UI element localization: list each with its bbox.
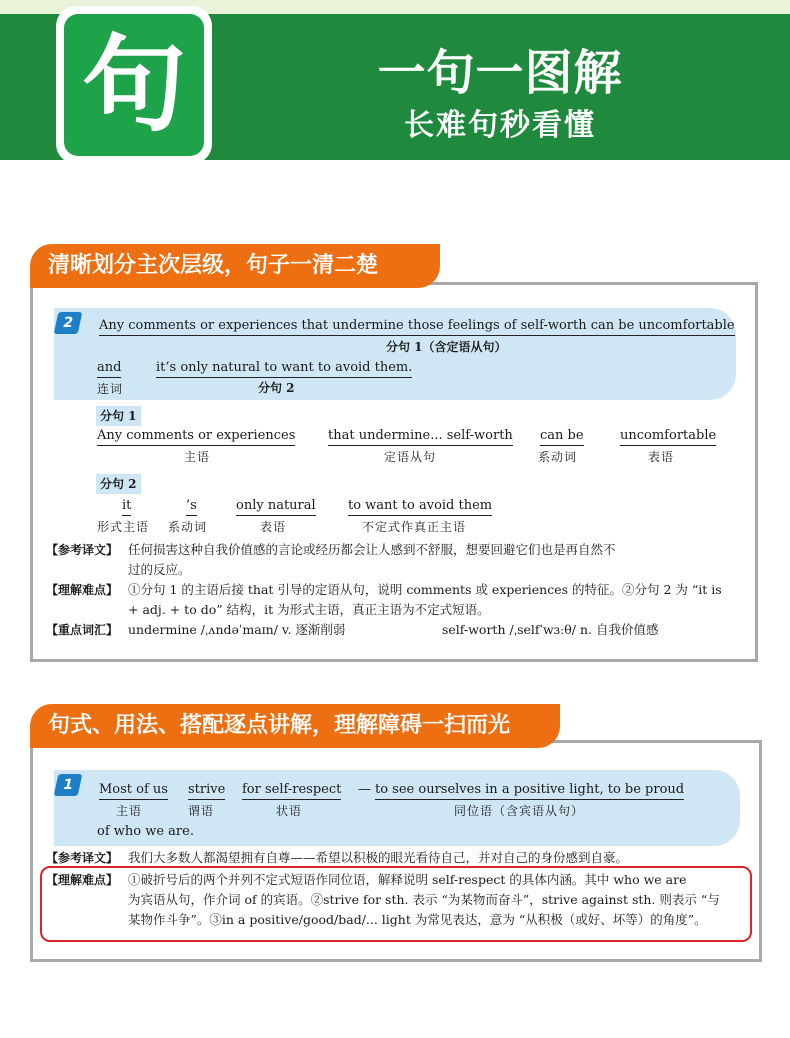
vocab-undermine: undermine /ˌʌndəˈmaɪn/ v. 逐渐削弱 xyxy=(128,622,346,637)
s2-part-appositive: to see ourselves in a positive light, to be proud xyxy=(375,782,684,800)
sentence-number-badge: 2 xyxy=(54,312,83,334)
clause2-label-formal-subject: 形式主语 xyxy=(97,520,150,534)
section2-difficulty-line2: 为宾语从句，作介词 of 的宾语。②strive for sth. 表示 “为某物而奋斗”，strive against sth. 则表示 “与 xyxy=(128,892,720,907)
conjunction-label: 连词 xyxy=(97,382,124,396)
section2-translation: 我们大多数人都渴望拥有自尊——希望以积极的眼光看待自己，并对自己的身份感到自豪。 xyxy=(128,850,629,865)
s2-label-adverbial: 状语 xyxy=(276,804,303,818)
badge-character: 句 xyxy=(81,24,186,146)
banner-title: 一句一图解 xyxy=(377,45,623,101)
clause1-label-subject: 主语 xyxy=(184,450,211,464)
section2-difficulty-line3: 某物作斗争”。③in a positive/good/bad/... light 为常见表达，意为 “从积极（或好、坏等）的角度”。 xyxy=(128,912,707,927)
clause2-label-predicative: 表语 xyxy=(260,520,287,534)
section1-label: 清晰划分主次层级，句子一清二楚 xyxy=(30,244,440,288)
clause1-part-attributive: that undermine... self-worth xyxy=(328,428,513,446)
s2-dash: — xyxy=(358,782,371,797)
section1-difficulty-line1: ①分句 1 的主语后接 that 引导的定语从句，说明 comments 或 experiences 的特征。②分句 2 为 “it is xyxy=(128,582,722,597)
section2-difficulty-line1: ①破折号后的两个并列不定式短语作同位语，解释说明 self-respect 的具体内涵。其中 who we are xyxy=(128,872,687,887)
s2-part-adverbial: for self-respect xyxy=(242,782,341,800)
s2-continuation: of who we are. xyxy=(97,824,194,839)
section1-translation-label: 【参考译文】 xyxy=(46,543,119,557)
clause1-part-predicative: uncomfortable xyxy=(620,428,716,446)
vocab-self-worth: self-worth /ˌselfˈwɜːθ/ n. 自我价值感 xyxy=(442,622,659,637)
section1-translation-line2: 过的反应。 xyxy=(128,562,191,577)
main-clause-tag: 分句 1（含定语从句） xyxy=(386,340,507,354)
main-clause-text: Any comments or experiences that undermine those feelings of self-worth can be uncomfortable xyxy=(99,318,735,336)
section1-difficulty-line2: + adj. + to do” 结构，it 为形式主语，真正主语为不定式短语。 xyxy=(128,602,490,617)
clause2-title: 分句 2 xyxy=(96,474,141,494)
clause2-label-linking: 系动词 xyxy=(168,520,208,534)
s2-part-subject: Most of us xyxy=(99,782,168,800)
conjunction-word: and xyxy=(97,360,121,378)
clause2-tag: 分句 2 xyxy=(258,381,295,395)
banner-subtitle: 长难句秒看懂 xyxy=(404,108,596,143)
section2-label: 句式、用法、搭配逐点讲解，理解障碍一扫而光 xyxy=(30,704,560,748)
section1-difficulty-label: 【理解难点】 xyxy=(46,583,119,597)
s2-label-appositive: 同位语（含宾语从句） xyxy=(454,804,585,818)
section1-translation-line1: 任何损害这种自我价值感的言论或经历都会让人感到不舒服，想要回避它们也是再自然不 xyxy=(128,542,616,557)
clause1-part-linking: can be xyxy=(540,428,584,446)
badge xyxy=(64,14,204,156)
clause2-part-real-subject: to want to avoid them xyxy=(348,498,492,516)
clause2-part-linking: ’s xyxy=(186,498,197,516)
clause2-part-predicative: only natural xyxy=(236,498,316,516)
clause1-label-attributive: 定语从句 xyxy=(384,450,437,464)
section2-translation-label: 【参考译文】 xyxy=(46,851,119,865)
s2-part-predicate: strive xyxy=(188,782,225,800)
clause2-text: it’s only natural to want to avoid them. xyxy=(156,360,412,378)
section1-vocab-label: 【重点词汇】 xyxy=(46,623,119,637)
clause1-part-subject: Any comments or experiences xyxy=(97,428,295,446)
sentence-number-badge-2: 1 xyxy=(54,774,83,796)
clause1-label-predicative: 表语 xyxy=(648,450,675,464)
s2-label-subject: 主语 xyxy=(116,804,143,818)
clause2-label-real-subject: 不定式作真正主语 xyxy=(362,520,467,534)
clause1-label-linking: 系动词 xyxy=(538,450,578,464)
clause2-part-formal-subject: it xyxy=(122,498,131,516)
section2-difficulty-label: 【理解难点】 xyxy=(46,873,119,887)
s2-label-predicate: 谓语 xyxy=(188,804,215,818)
clause1-title: 分句 1 xyxy=(96,406,141,426)
